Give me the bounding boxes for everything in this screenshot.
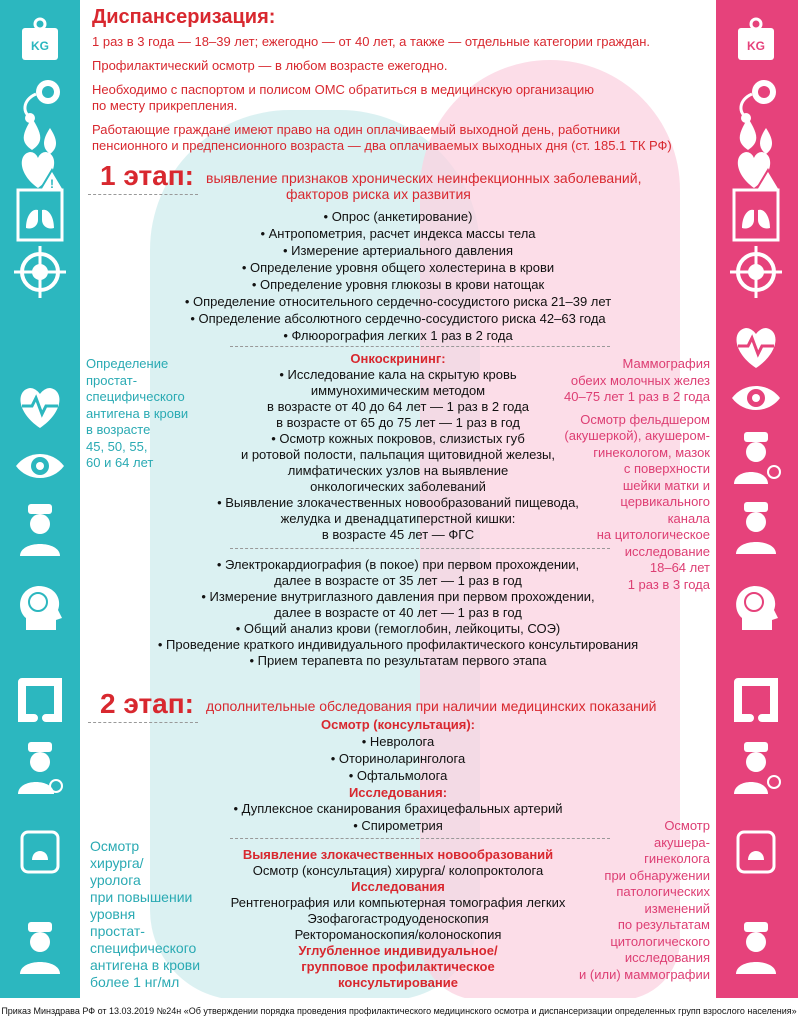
list-item: и ротовой полости, пальпация щитовидной железы, xyxy=(240,447,556,462)
stage2-description: дополнительные обследования при наличии медицинских показаний xyxy=(206,698,657,714)
mammography-note: Маммография обеих молочных желез 40–75 лет 1 раз в 2 года Осмотр фельдшером (акушеркой), акушером- гинекологом, мазок с поверхности шейки матки и цервикального канала на цитологическое исследование 18–64 лет 1 раз в 3 года xyxy=(563,356,710,592)
list-item: • Измерение артериального давления xyxy=(282,243,514,258)
list-item: онкологических заболеваний xyxy=(310,479,486,494)
heart-pulse-icon xyxy=(8,378,72,434)
header-line: 1 раз в 3 года — 18–39 лет; ежегодно — от 40 лет, а также — отдельные категории граждан. xyxy=(92,34,650,49)
doctor-icon xyxy=(8,502,72,558)
list-item: • Определение относительного сердечно-сосудистого риска 21–39 лет xyxy=(184,294,612,309)
stage1-description: факторов риска их развития xyxy=(286,186,471,202)
divider xyxy=(88,194,198,195)
svg-text:KG: KG xyxy=(747,39,765,53)
footer-citation: Приказ Минздрава РФ от 13.03.2019 №24н «Об утверждении порядка проведения профилактического медицинского осмотра и диспансеризации определенных групп взрослого населения» xyxy=(0,998,798,1024)
list-item: • Выявление злокачественных новообразований пищевода, xyxy=(217,495,579,510)
nurse-icon xyxy=(8,920,72,976)
ultrasound-icon xyxy=(8,824,72,880)
consult-title: Осмотр (консультация): xyxy=(320,717,475,732)
female-doctor-icon xyxy=(724,740,788,796)
svg-text:!: ! xyxy=(50,177,54,191)
research-title: Исследования: xyxy=(348,785,448,800)
list-item: в возрасте от 65 до 75 лет — 1 раз в год xyxy=(276,415,520,430)
svg-text:KG: KG xyxy=(31,39,49,53)
list-item: • Измерение внутриглазного давления при первом прохождении, xyxy=(201,589,595,604)
header-line: Необходимо с паспортом и полисом ОМС обратиться в медицинскую организацию xyxy=(92,82,595,97)
list-item: Эзофагогастродуоденоскопия xyxy=(307,911,489,926)
heart-pulse-icon xyxy=(724,318,788,374)
lungs-xray-icon xyxy=(8,186,72,242)
list-item: • Прием терапевта по результатам первого этапа xyxy=(249,653,547,668)
page-title: Диспансеризация: xyxy=(92,6,276,28)
female-doctor-icon xyxy=(724,430,788,486)
target-icon xyxy=(8,244,72,300)
deep-consult-title: групповое профилактическое xyxy=(301,959,495,974)
list-item: иммунохимическим методом xyxy=(310,383,486,398)
list-item: • Офтальмолога xyxy=(348,768,448,783)
stage2-label: 2 этап: xyxy=(100,688,194,719)
head-brain-icon xyxy=(724,580,788,636)
header-line: пенсионного и предпенсионного возраста — два оплачиваемых выходных дня (ст. 185.1 ТК РФ) xyxy=(92,138,672,153)
malignant-research-title: Исследования xyxy=(351,879,445,894)
list-item: • Флюорография легких 1 раз в 2 года xyxy=(283,328,513,343)
stage1-description: выявление признаков хронических неинфекционных заболеваний, xyxy=(206,170,642,186)
list-item: • Электрокардиография (в покое) при первом прохождении, xyxy=(216,557,580,572)
list-item: • Определение уровня глюкозы в крови натощак xyxy=(251,277,545,292)
eye-icon xyxy=(8,438,72,494)
list-item: желудка и двенадцатиперстной кишки: xyxy=(280,511,516,526)
list-item: • Общий анализ крови (гемоглобин, лейкоциты, СОЭ) xyxy=(235,621,561,636)
gynecologist-note: Осмотр акушера- гинеколога при обнаружении патологических изменений по результатам цитологического исследования и (или) маммографии xyxy=(579,818,710,982)
list-item: • Определение абсолютного сердечно-сосудистого риска 42–63 года xyxy=(190,311,606,326)
divider xyxy=(230,346,610,347)
divider xyxy=(230,548,610,549)
list-item: • Исследование кала на скрытую кровь xyxy=(279,367,517,382)
malignant-title: Выявление злокачественных новообразований xyxy=(242,847,554,862)
list-item: • Осмотр кожных покровов, слизистых губ xyxy=(271,431,525,446)
list-item: Ректороманоскопия/колоноскопия xyxy=(294,927,502,942)
surgeon-note: Осмотр хирурга/ уролога при повышении уровня простат- специфического антигена в крови более 1 нг/мл xyxy=(90,838,201,990)
divider xyxy=(230,838,610,839)
list-item: в возрасте от 40 до 64 лет — 1 раз в 2 года xyxy=(267,399,529,414)
left-icon-column xyxy=(0,0,80,998)
psa-note: Определение простат- специфического антигена в крови в возрасте 45, 50, 55, 60 и 64 лет xyxy=(86,356,189,470)
list-item: в возрасте 45 лет — ФГС xyxy=(321,527,475,542)
header-line: Работающие граждане имеют право на один оплачиваемый выходной день, работники xyxy=(92,122,621,137)
list-item: лимфатических узлов на выявление xyxy=(287,463,509,478)
list-item: Рентгенография или компьютерная томография легких xyxy=(230,895,566,910)
right-icon-column xyxy=(716,0,798,998)
head-brain-icon xyxy=(8,580,72,636)
list-item: • Спирометрия xyxy=(353,818,443,833)
list-item: далее в возрасте от 40 лет — 1 раз в год xyxy=(274,605,522,620)
oncoscreening-title: Онкоскрининг: xyxy=(350,351,446,366)
target-icon xyxy=(724,244,788,300)
list-item: • Опрос (анкетирование) xyxy=(323,209,473,224)
list-item: далее в возрасте от 35 лет — 1 раз в год xyxy=(274,573,522,588)
doctor-icon xyxy=(724,500,788,556)
ultrasound-icon xyxy=(724,824,788,880)
eye-icon xyxy=(724,370,788,426)
deep-consult-title: Углубленное индивидуальное/ xyxy=(298,943,498,958)
scale-kg-icon xyxy=(724,12,788,68)
stage1-label: 1 этап: xyxy=(100,160,194,191)
list-item: • Определение уровня общего холестерина в крови xyxy=(241,260,555,275)
list-item: Осмотр (консультация) хирурга/ колопроктолога xyxy=(252,863,544,878)
header-line: по месту прикрепления. xyxy=(92,98,238,113)
scale-kg-icon xyxy=(8,12,72,68)
nurse-icon xyxy=(724,920,788,976)
list-item: • Проведение краткого индивидуального профилактического консультирования xyxy=(157,637,639,652)
list-item: • Невролога xyxy=(361,734,435,749)
intestine-icon xyxy=(8,672,72,728)
deep-consult-title: консультирование xyxy=(338,975,458,990)
lungs-xray-icon xyxy=(724,186,788,242)
header-line: Профилактический осмотр — в любом возрасте ежегодно. xyxy=(92,58,448,73)
list-item: • Антропометрия, расчет индекса массы тела xyxy=(260,226,536,241)
list-item: • Дуплексное сканирования брахицефальных артерий xyxy=(233,801,563,816)
list-item: • Оториноларинголога xyxy=(330,751,466,766)
intestine-icon xyxy=(724,672,788,728)
doctor-male-icon xyxy=(8,740,72,796)
